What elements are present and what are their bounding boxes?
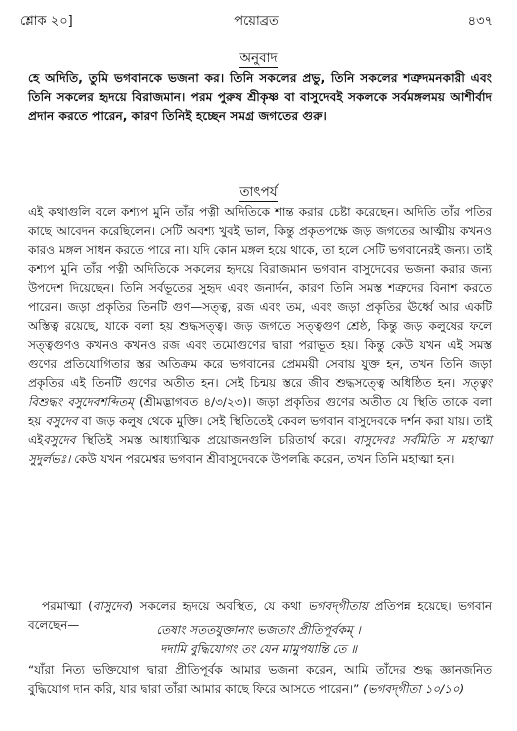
chapter-title: পয়োব্রত — [234, 14, 279, 29]
sanskrit-citation: সত্ত্বং বিশুদ্ধং বসুদেবশব্দিতম্ — [28, 376, 492, 409]
purport-text: এই কথাগুলি বলে কশ্যপ মুনি তাঁর পত্নী অদিতিকে শান্ত করার চেষ্টা করেছেন। অদিতি তাঁর পতির কাছে আবেদন করেছিলেন। সেটি অবশ্য খুবই ভাল, কিন্তু প্রকৃতপক্ষে জড় জগতের আত্মীয় কখনও কারও মঙ্গল সাধন করতে পারে না। যদি কোন মঙ্গল হয়ে থাকে, তা হলে সেটি ভগবানেরই জন্য। তাই কশ্যপ মুনি তাঁর পত্নী অদিতিকে সকলের হৃদয়ে বিরাজমান ভগবান বাসুদেবের ভজনা করার জন্য উপদেশ দিয়েছেন। তিনি সর্বভূতের সুহৃদ এবং জনার্দন, কারণ তিনি সমস্ত শত্রুদের বিনাশ করতে পারেন। জড়া প্রকৃতির তিনটি গুণ—সত্ত্ব, রজ এবং তম, এবং জড়া প্রকৃতির ঊর্ধ্বে আর একটি অস্তিত্ব রয়েছে, যাকে বলা হয় শুদ্ধসত্ত্ব। জড় জগতে সত্ত্বগুণ শ্রেষ্ঠ, কিন্তু জড় কলুষের ফলে সত্ত্বগুণও কখনও কখনও রজ এবং তমোগুণের দ্বারা পরাভূত হয়। কিন্তু কেউ যখন এই সমস্ত গুণের প্রতিযোগিতার স্তর অতিক্রম করে ভগবানের প্রেমময়ী সেবায় যুক্ত হন, তখন তিনি জড়া প্রকৃতির এই তিনটি গুণের অতীত হন। সেই চিন্ময় স্তরে জীব শুদ্ধসত্ত্বে অধিষ্ঠিত হন। — [28, 205, 492, 390]
purport-text: কেউ যখন পরমেশ্বর ভগবান শ্রীবাসুদেবকে উপলব্ধি করেন, তখন তিনি মহাত্মা হন। — [74, 452, 455, 466]
purport-text: বা জড় কলুষ থেকে মুক্তি। সেই স্থিতিতেই কেবল ভগবান বাসুদেবকে দর্শন করা যায়। তাই এই — [28, 414, 493, 447]
purport-text: পরমাত্মা ( — [42, 599, 93, 613]
page-number: ৪৩৭ — [467, 14, 493, 29]
purport-text: স্থিতিই সমস্ত আধ্যাত্মিক প্রয়োজনগুলি চরিতার্থ করে। — [82, 433, 347, 447]
book-title: ভগবদ্‌গীতায় — [307, 599, 369, 613]
purport-text: প্রতিপন্ন হয়েছে। ভগবান বলেছেন— — [28, 599, 492, 632]
scripture-reference: (শ্রীমদ্ভাগবত ৪/৩/২৩)। — [139, 395, 252, 409]
term-vasudeva: বসুদেব — [45, 414, 78, 428]
sanskrit-verse-line-2: দদামি বুদ্ধিযোগং তং যেন মামুপযান্তি তে ॥ — [159, 642, 358, 656]
term-vasudeva: বাসুদেব — [92, 599, 129, 613]
quote-text: “যাঁরা নিত্য ভক্তিযোগ দ্বারা প্রীতিপূর্বক আমার ভজনা করেন, আমি তাঁদের শুদ্ধ জ্ঞানজনিত বুদ্ধিযোগ দান করি, যার দ্বারা তাঁরা আমার কাছে ফিরে আসতে পারেন।” — [28, 663, 492, 696]
scripture-reference: (ভগবদ্‌গীতা ১০/১০) — [363, 682, 465, 696]
term-vasudeva: বসুদেব — [43, 433, 76, 447]
translation-text: হে অদিতি, তুমি ভগবানকে ভজনা কর। তিনি সকলের প্রভু, তিনি সকলের শত্রুদমনকারী এবং তিনি সকলের হৃদয়ে বিরাজমান। পরম পুরুষ শ্রীকৃষ্ণ বা বাসুদেবই সকলকে সর্বমঙ্গলময় আশীর্বাদ প্রদান করতে পারেন, কারণ তিনিই হচ্ছেন সমগ্র জগতের গুরু। — [28, 71, 492, 123]
running-header — [20, 12, 493, 32]
verse-number: শ্লোক ২০] — [20, 14, 73, 29]
purport-text: ) সকলের হৃদয়ে অবস্থিত, যে কথা — [128, 599, 302, 613]
verse-translation-quote — [28, 661, 492, 699]
purport-paragraph-1 — [28, 203, 492, 469]
sanskrit-verse-line-1: তেষাং সততযুক্তানাং ভজতাং প্রীতিপূর্বকম্ । — [156, 623, 361, 637]
translation-heading: অনুবাদ — [239, 50, 278, 66]
purport-heading: তাৎপর্য — [239, 184, 278, 200]
purport-text: জড়া প্রকৃতির গুণের অতীত যে স্থিতি তাকে বলা হয় — [28, 395, 493, 428]
sanskrit-citation: বাসুদেবঃ সর্বমিতি স মহাত্মা সুদুর্লভঃ। — [28, 433, 493, 466]
